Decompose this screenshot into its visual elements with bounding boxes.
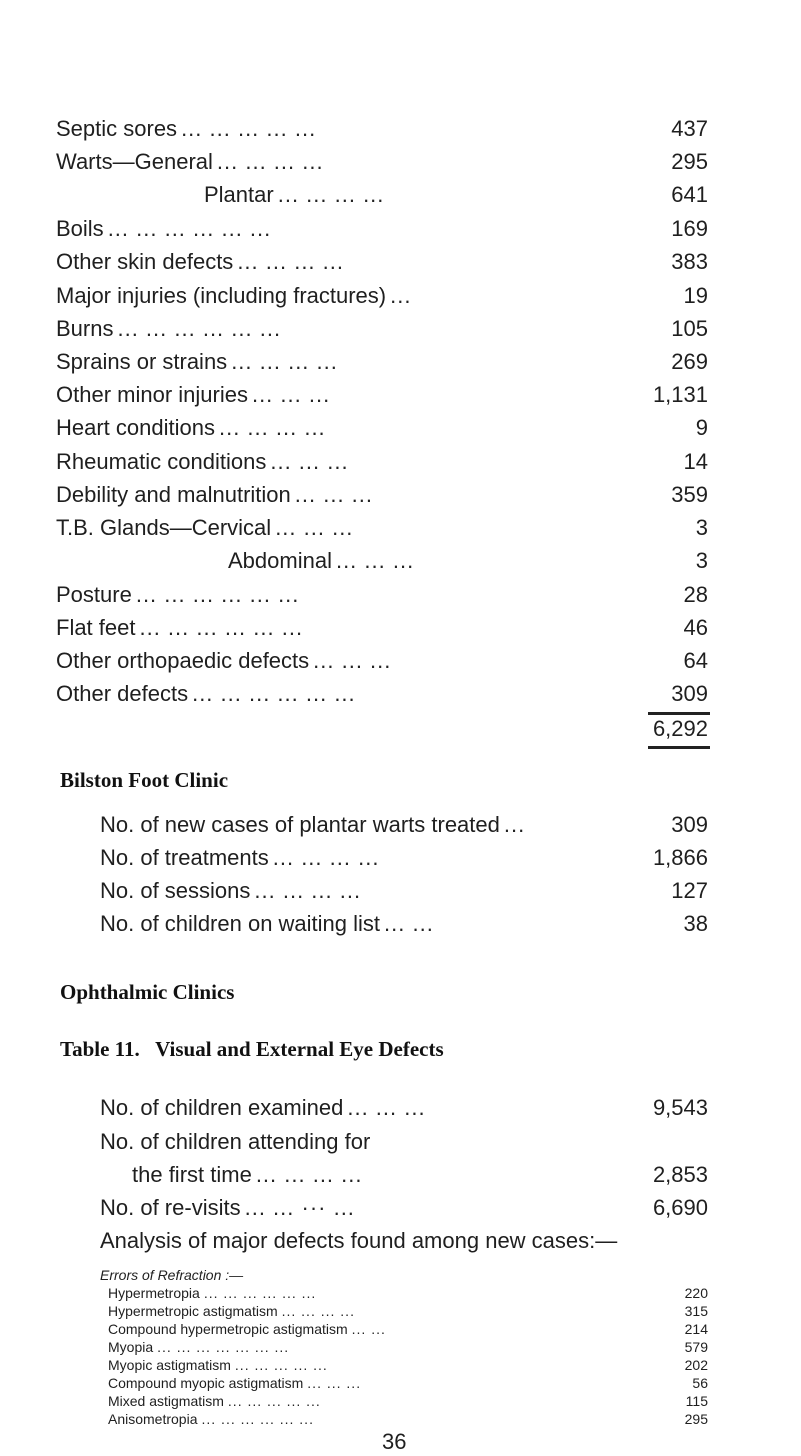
item-label: the first time [132,1162,252,1187]
list-item [56,482,708,508]
item-label: Mixed astigmatism [108,1393,224,1409]
item-value: 46 [683,615,708,640]
list-item [108,1411,708,1427]
list-item [56,648,708,674]
leader-dots: ... ... ... ... [255,1162,363,1187]
list-item [108,1339,708,1355]
item-label: Compound hypermetropic astigmatism [108,1321,348,1337]
leader-dots: ... ... ... ... [231,349,338,374]
item-label: Warts—General [56,149,213,174]
item-label: Flat feet [56,615,136,640]
total-rule-bottom [648,746,710,749]
item-value: 1,131 [652,382,708,407]
item-value: 641 [671,182,708,207]
leader-dots: ... ... ... ... ... ... [203,1285,317,1301]
item-label: Myopia [108,1339,154,1355]
list-item [108,1285,708,1301]
item-value: 9 [695,415,708,440]
item-value: 220 [684,1285,708,1301]
list-item [56,149,708,175]
item-value: 309 [671,681,708,706]
item-label: Sprains or strains [56,349,228,374]
leader-dots: ... ... ... [313,648,392,673]
item-label: Other orthopaedic defects [56,648,310,673]
leader-dots: ... ... ... [335,548,415,573]
item-value: 115 [685,1393,708,1409]
item-value: 214 [684,1321,708,1337]
list-item [56,216,708,242]
list-item [132,1162,708,1188]
item-value: 202 [684,1357,708,1373]
item-value: 315 [684,1303,708,1319]
item-label: No. of children attending for [100,1129,371,1154]
item-value: 579 [684,1339,708,1355]
errors-heading [100,1267,243,1283]
list-item [108,1303,708,1319]
item-value: 295 [671,149,708,174]
leader-dots: ... ... ... ... [277,182,385,207]
item-label: Major injuries (including fractures) [56,283,387,308]
list-item [228,548,708,574]
leader-dots: ... ... ... ... ... ... [192,681,356,706]
leader-dots: ... ... [384,911,434,936]
item-label: Abdominal [228,548,332,573]
list-item [56,615,708,641]
leader-dots: ... ... ... ... ... ... [135,582,300,607]
item-value: 169 [671,216,708,241]
item-value: 269 [671,349,708,374]
list-item [56,515,708,541]
list-item [100,845,708,871]
item-label: No. of sessions [100,878,251,903]
leader-dots: ... ... ... ... ... ... ... [157,1339,290,1355]
list-item [56,449,708,475]
item-label: No. of re-visits [100,1195,241,1220]
leader-dots: ... ... ... [307,1375,362,1391]
list-item [56,116,708,142]
leader-dots: ... ... ... ... [216,149,324,174]
item-label: T.B. Glands—Cervical [56,515,272,540]
item-label: Hypermetropic astigmatism [108,1303,278,1319]
list-item [100,1195,708,1221]
item-value: 1,866 [652,845,708,870]
list-item [100,911,708,937]
item-value: 6,690 [652,1195,708,1220]
item-value: 127 [671,878,708,903]
item-value: 105 [671,316,708,341]
item-value: 14 [683,449,708,474]
list-item [56,681,708,707]
leader-dots: ... ... ... ... ... [181,116,317,141]
item-label: Debility and malnutrition [56,482,291,507]
item-value: 383 [671,249,708,274]
item-value: 437 [671,116,708,141]
leader-dots: ... ... [351,1321,386,1337]
list-item [56,249,708,275]
item-label: Rheumatic conditions [56,449,267,474]
item-value: 309 [671,812,708,837]
item-label: No. of children on waiting list [100,911,381,936]
item-label: Other defects [56,681,189,706]
leader-dots: ... ... ... ... ... ... [201,1411,314,1427]
leader-dots: ... ... ... ... [237,249,344,274]
leader-dots: ... ... ... ... [254,878,362,903]
item-value: 9,543 [652,1095,708,1120]
item-label: Other minor injuries [56,382,248,407]
foot-clinic-heading: Bilston Foot Clinic [60,768,229,792]
leader-dots: ... ... ... [294,482,374,507]
analysis-text: Analysis of major defects found among new cases:— [100,1228,618,1253]
item-value: 28 [683,582,708,607]
item-label: Plantar [204,182,274,207]
page-number: 36 [382,1429,407,1454]
analysis-line [100,1228,617,1254]
leader-dots: ... [390,283,412,308]
item-label: Hypermetropia [108,1285,200,1301]
item-value: 56 [692,1375,708,1391]
total-rule-top [648,712,710,715]
leader-dots: ... ... ... ... ... ... [107,216,272,241]
list-item [56,349,708,375]
leader-dots: ... ... ... [275,515,354,540]
item-label: No. of children examined [100,1095,344,1120]
list-item [204,182,708,208]
list-item [100,1129,708,1155]
leader-dots: ... ... ... ... ... ... [117,316,282,341]
item-value: 295 [684,1411,708,1427]
errors-heading-text: Errors of Refraction :— [100,1267,244,1283]
total-value: 6,292 [652,716,708,741]
leader-dots: ... ... ... ... [281,1303,355,1319]
item-value: 64 [683,648,708,673]
leader-dots: ... ... ... ... ... ... [139,615,304,640]
item-label: Septic sores [56,116,178,141]
item-value: 2,853 [652,1162,708,1187]
leader-dots: ... ... ... ... ... [234,1357,328,1373]
list-item [108,1375,708,1391]
leader-dots: ... ... ... ... [272,845,380,870]
table-heading: Table 11. Visual and External Eye Defects [60,1037,444,1061]
item-label: No. of treatments [100,845,269,870]
leader-dots: ... ... ... [270,449,349,474]
item-label: Other skin defects [56,249,234,274]
list-item [100,812,708,838]
leader-dots: ... ... ... [347,1095,426,1120]
list-item [108,1321,708,1337]
leader-dots: ... ... ... ... [218,415,326,440]
item-label: Heart conditions [56,415,215,440]
item-label: Posture [56,582,132,607]
item-value: 3 [695,548,708,573]
leader-dots: ... [503,812,526,837]
item-label: Burns [56,316,114,341]
leader-dots: ... ... ··· ... [244,1195,355,1220]
total-row [560,716,708,742]
item-label: Anisometropia [108,1411,198,1427]
list-item [56,316,708,342]
item-value: 359 [671,482,708,507]
leader-dots: ... ... ... [251,382,331,407]
item-label: No. of new cases of plantar warts treated [100,812,500,837]
leader-dots: ... ... ... ... ... [227,1393,321,1409]
list-item [108,1357,708,1373]
item-value: 3 [695,515,708,540]
item-label: Myopic astigmatism [108,1357,231,1373]
list-item [108,1393,708,1409]
item-value: 19 [683,283,708,308]
list-item [56,415,708,441]
list-item [56,582,708,608]
list-item [100,1095,708,1121]
list-item [56,283,708,309]
item-label: Compound myopic astigmatism [108,1375,304,1391]
ophthalmic-heading: Ophthalmic Clinics [60,980,235,1004]
list-item [56,382,708,408]
list-item [100,878,708,904]
item-value: 38 [683,911,708,936]
item-label: Boils [56,216,104,241]
